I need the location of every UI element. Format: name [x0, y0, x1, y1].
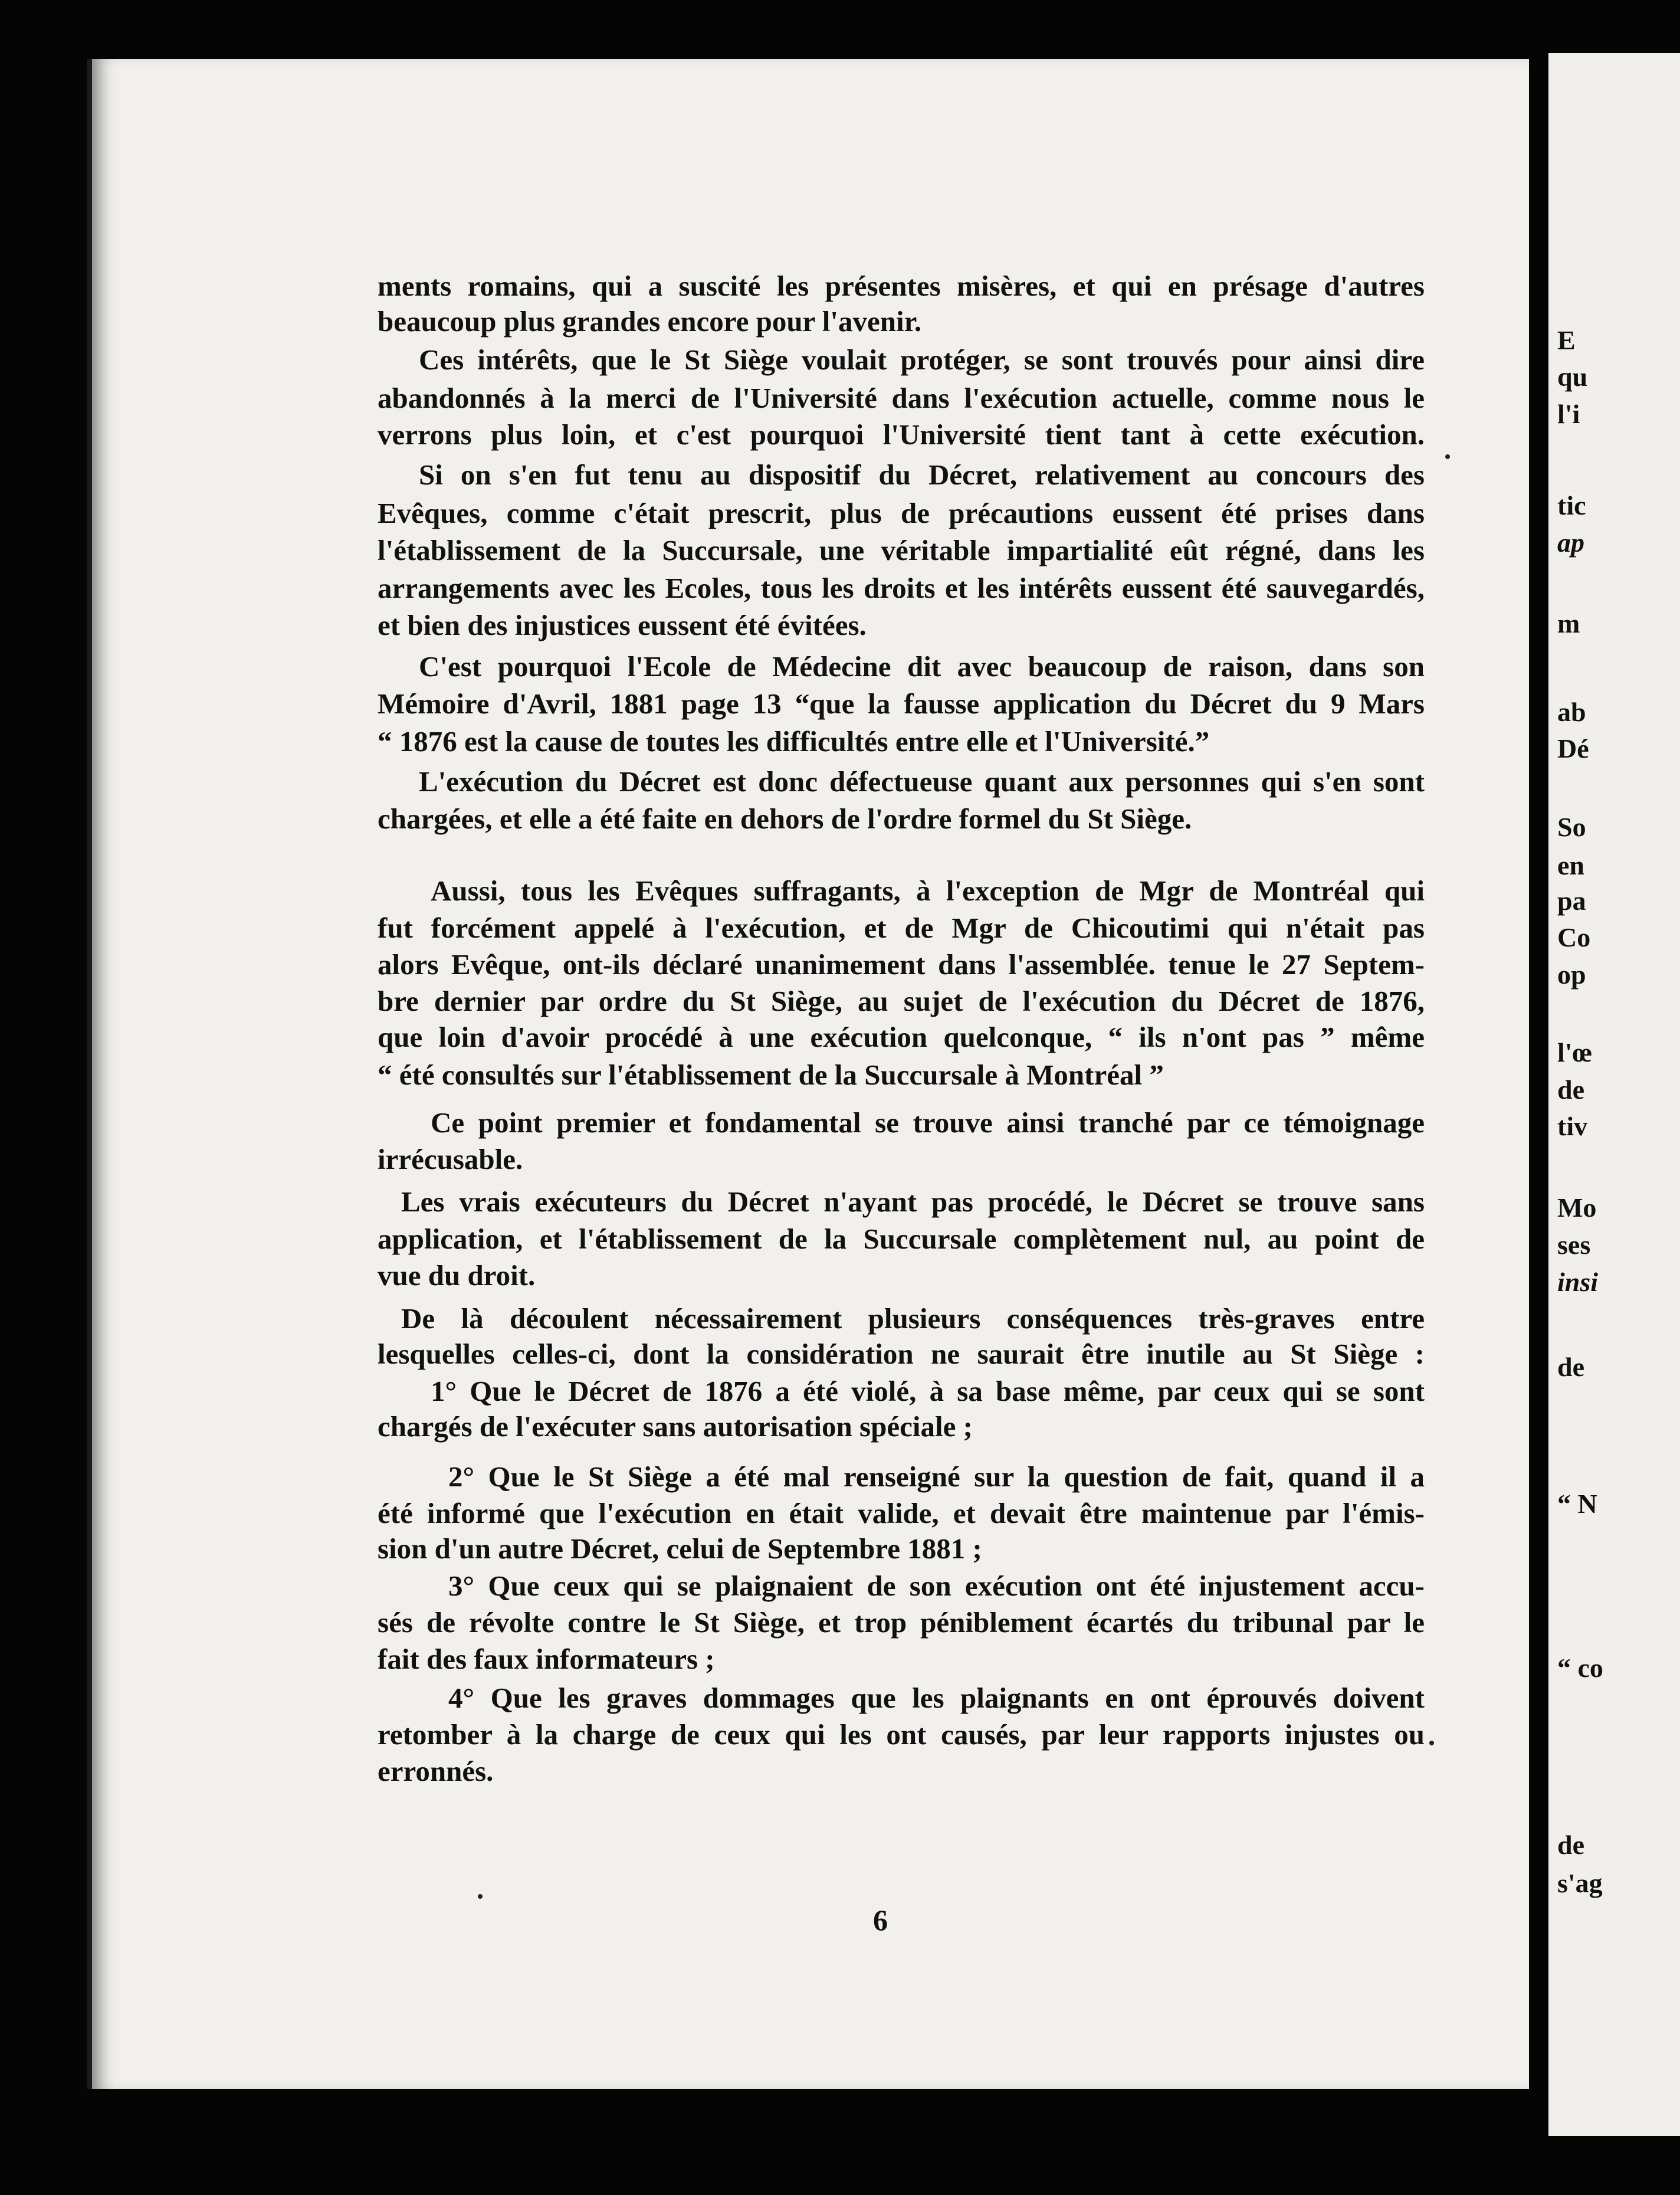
text-fragment: ap — [1557, 528, 1584, 558]
text-line: abandonnés à la merci de l'Université dans l'exécution actuelle, comme nous le — [378, 382, 1425, 414]
text-line: l'établissement de la Succursale, une véritable impartialité eût régné, dans les — [378, 534, 1425, 566]
ink-speck — [478, 1894, 483, 1899]
text-fragment: “ co — [1557, 1653, 1603, 1683]
text-line: retomber à la charge de ceux qui les ont causés, par leur rapports injustes ou — [378, 1718, 1425, 1751]
text-fragment: en — [1557, 850, 1584, 880]
text-line: chargées, et elle a été faite en dehors de l'ordre formel du St Siège. — [378, 802, 1192, 835]
text-line: Evêques, comme c'était prescrit, plus de précautions eussent été prises dans — [378, 497, 1425, 529]
text-fragment: ses — [1557, 1230, 1591, 1260]
text-fragment: E — [1557, 325, 1576, 355]
text-fragment: qu — [1557, 362, 1588, 392]
text-line: De là découlent nécessairement plusieurs conséquences très-graves entre — [401, 1302, 1425, 1335]
text-line: Ce point premier et fondamental se trouve ainsi tranché par ce témoignage — [431, 1106, 1425, 1139]
text-line: Si on s'en fut tenu au dispositif du Décret, relativement au concours des — [419, 458, 1425, 491]
text-line: été informé que l'exécution en était valide, et devait être maintenue par l'émis- — [378, 1497, 1425, 1529]
text-fragment: “ N — [1557, 1489, 1597, 1519]
text-fragment: s'ag — [1557, 1868, 1603, 1898]
text-line: application, et l'établissement de la Succursale complètement nul, au point de — [378, 1223, 1425, 1255]
text-fragment: tic — [1557, 490, 1586, 520]
text-line: ments romains, qui a suscité les présentes misères, et qui en présage d'autres — [378, 270, 1425, 302]
text-fragment: l'i — [1557, 399, 1580, 429]
text-line: C'est pourquoi l'Ecole de Médecine dit avec beaucoup de raison, dans son — [419, 650, 1425, 683]
text-line: Mémoire d'Avril, 1881 page 13 “que la fausse application du Décret du 9 Mars — [378, 687, 1425, 720]
text-fragment: m — [1557, 608, 1580, 638]
text-line: fait des faux informateurs ; — [378, 1643, 715, 1675]
text-line: 4° Que les graves dommages que les plaignants en ont éprouvés doivent — [448, 1682, 1425, 1714]
text-line: erronnés. — [378, 1755, 494, 1787]
text-line: Les vrais exécuteurs du Décret n'ayant pas procédé, le Décret se trouve sans — [401, 1185, 1425, 1218]
text-line: “ 1876 est la cause de toutes les difficultés entre elle et l'Université.” — [378, 725, 1210, 758]
text-line: L'exécution du Décret est donc défectueuse quant aux personnes qui s'en sont — [419, 765, 1425, 798]
text-line: lesquelles celles-ci, dont la considération ne saurait être inutile au St Siège : — [378, 1338, 1425, 1370]
text-fragment: Mo — [1557, 1192, 1597, 1223]
text-line: 1° Que le Décret de 1876 a été violé, à sa base même, par ceux qui se sont — [431, 1375, 1425, 1407]
text-fragment: Dé — [1557, 733, 1589, 764]
text-line: bre dernier par ordre du St Siège, au sujet de l'exécution du Décret de 1876, — [378, 985, 1425, 1017]
text-fragment: pa — [1557, 886, 1586, 916]
text-line: verrons plus loin, et c'est pourquoi l'Université tient tant à cette exécution. — [378, 418, 1425, 451]
page-number: 6 — [873, 1904, 888, 1937]
text-line: vue du droit. — [378, 1259, 536, 1292]
text-line: arrangements avec les Ecoles, tous les droits et les intérêts eussent été sauvegardés, — [378, 572, 1425, 604]
text-line: sion d'un autre Décret, celui de Septembre 1881 ; — [378, 1532, 982, 1565]
text-fragment: So — [1557, 812, 1586, 842]
text-fragment: Co — [1557, 922, 1591, 952]
text-line: fut forcément appelé à l'exécution, et de Mgr de Chicoutimi qui n'était pas — [378, 912, 1425, 944]
text-line: sés de révolte contre le St Siège, et trop péniblement écartés du tribunal par le — [378, 1606, 1425, 1639]
text-line: beaucoup plus grandes encore pour l'avenir. — [378, 305, 922, 338]
page-gutter — [1529, 53, 1548, 2136]
ink-speck — [1445, 454, 1450, 459]
text-fragment: insi — [1557, 1267, 1599, 1297]
text-line: “ été consultés sur l'établissement de la Succursale à Montréal ” — [378, 1059, 1164, 1091]
text-line: 3° Que ceux qui se plaignaient de son exécution ont été injustement accu- — [448, 1570, 1425, 1602]
text-line: que loin d'avoir procédé à une exécution quelconque, “ ils n'ont pas ” même — [378, 1021, 1425, 1053]
text-line: Ces intérêts, que le St Siège voulait protéger, se sont trouvés pour ainsi dire — [419, 343, 1425, 376]
ink-speck — [1429, 1741, 1434, 1745]
text-line: irrécusable. — [378, 1143, 523, 1175]
text-line: alors Evêque, ont-ils déclaré unanimement dans l'assemblée. tenue le 27 Septem- — [378, 948, 1425, 981]
text-fragment: tiv — [1557, 1111, 1588, 1141]
text-line: et bien des injustices eussent été évitées. — [378, 609, 867, 641]
text-line: Aussi, tous les Evêques suffragants, à l'exception de Mgr de Montréal qui — [431, 874, 1425, 907]
text-fragment: ab — [1557, 697, 1586, 727]
text-fragment: de — [1557, 1074, 1584, 1105]
text-line: 2° Que le St Siège a été mal renseigné sur la question de fait, quand il a — [448, 1460, 1425, 1493]
text-fragment: de — [1557, 1830, 1584, 1860]
text-fragment: op — [1557, 959, 1586, 990]
text-fragment: de — [1557, 1352, 1584, 1382]
text-line: chargés de l'exécuter sans autorisation spéciale ; — [378, 1410, 973, 1443]
text-fragment: l'œ — [1557, 1037, 1592, 1067]
